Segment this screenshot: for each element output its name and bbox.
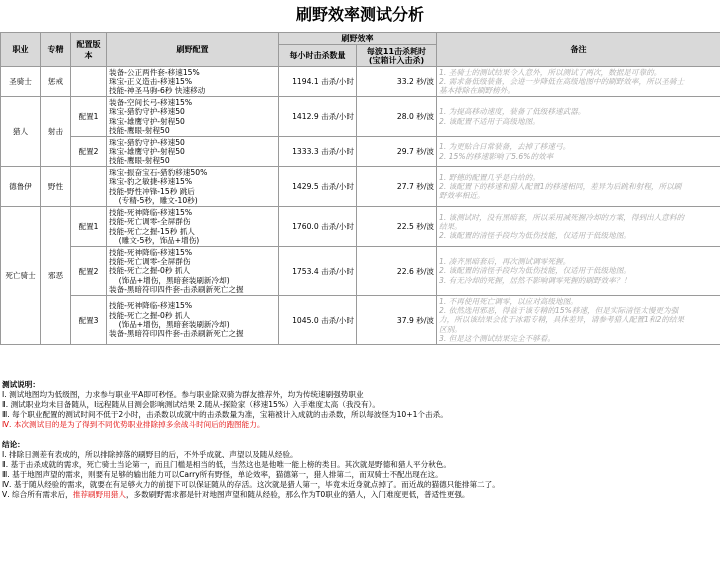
cell-note: 1. 圣骑士的测试结果令人意外，所以测试了两次，数据是可靠的。 2. 需求备低级装备，会进一步降低在高级地图中的刷野效率，所以圣骑士 基本排除在刷野榜外。 — [437, 67, 720, 97]
conclusion-item: Ⅲ. 基于地图声望的需求，则要有足够的输出能力可以Carry所有野怪，单论效率，猫德第一，猎人排第二，而双骑士不配出现在这。 — [2, 470, 443, 479]
notes-section — [2, 378, 718, 500]
cell-kills: 1429.5 击杀/小时 — [279, 167, 357, 207]
conclusion-item: Ⅳ. 基于随从经验的需求，就要在有足够火力的前提下可以保证随从的存活。这次就是猎人第一，毕竟未近身就点掉了。而近战的猫德只能排第二了。 — [2, 480, 500, 489]
cell-kills: 1045.0 击杀/小时 — [279, 296, 357, 345]
table-row — [1, 137, 720, 167]
cell-kills: 1333.3 击杀/小时 — [279, 137, 357, 167]
final-highlight: 推荐刷野用猎人 — [72, 490, 126, 499]
page-title: 刷野效率测试分析 — [0, 0, 720, 33]
test-note-item: Ⅰ. 测试地图均为低级图，力求参与职业平A即可秒怪。参与职业除双骑为群友推荐外，均为传统速刷强势职业 — [2, 390, 364, 399]
cell-version — [71, 167, 107, 207]
efficiency-table — [0, 32, 720, 345]
cell-spec: 惩戒 — [41, 67, 71, 97]
cell-config: 装备-空间长弓-移速15% 珠宝-猎豹守护-移速50 珠宝-雄鹰守护-射程50 技能-鹰眼-射程50 — [107, 97, 279, 137]
final-prefix: Ⅴ. 综合所有需求后， — [2, 490, 73, 499]
table-row — [1, 247, 720, 296]
cell-time: 22.5 秒/波 — [357, 207, 437, 247]
cell-note: 1. 不再使用死亡调零，以应对高级地图。 2. 依然选用邪恶，得益于该专精的15%移速，但是实际清怪太慢更为强 力，所以该结果会优于冰霜专精，具体差异，请参考猎人配置1和2的结果 区别。 3. 但是这个测试结果完全不够看。 — [437, 296, 720, 345]
cell-note: 1. 为更贴合日常装备，去掉了移速弓。 2. 15%的移速影响了5.6%的效率 — [437, 137, 720, 167]
test-note-item: Ⅳ. 本次测试目的是为了得到不同优势职业排除掉多余战斗时间后的跑图能力。 — [2, 420, 265, 429]
cell-note: 1. 凑齐黑暗套后，再次测试调零死握。 2. 该配置的清怪手段均为低伤技能，仅适用于低级地图。 3. 有无冷却的死握，居然不影响调零死握的刷野效率？！ — [437, 247, 720, 296]
conclusion-title: 结论： — [2, 440, 25, 449]
cell-time: 22.6 秒/波 — [357, 247, 437, 296]
header-time-line1: 每波11击杀耗时 — [366, 46, 427, 56]
cell-time: 29.7 秒/波 — [357, 137, 437, 167]
cell-config: 技能-死神降临-移速15% 技能-死亡之握-0秒 抓人 (饰品+增伤，黑暗套装刷新冷却) 装备-黑暗符印四件套-击杀刷新死亡之握 — [107, 296, 279, 345]
test-note-item: Ⅲ. 每个职业配置的测试时间不低于2小时，击杀数以成就中的击杀数量为准，宝箱被计入成就的击杀数，所以每波怪为10+1个击杀。 — [2, 410, 448, 419]
table-row — [1, 207, 720, 247]
header-kills: 每小时击杀数量 — [279, 45, 357, 67]
header-remarks: 备注 — [437, 33, 720, 67]
cell-note: 1. 野德的配置几乎是白给的。 2. 该配置下的移速和猎人配置1的移速相同，差异为后跳和射程，所以刷 野效率相近。 — [437, 167, 720, 207]
cell-version: 配置2 — [71, 247, 107, 296]
header-version: 配置版本 — [71, 33, 107, 67]
cell-version: 配置1 — [71, 207, 107, 247]
header-spec: 专精 — [41, 33, 71, 67]
cell-config: 技能-死神降临-移速15% 技能-死亡调零-全屏群伤 技能-死亡之握-15秒 抓人 (雕文-5秒，饰品+增伤) — [107, 207, 279, 247]
header-config: 刷野配置 — [107, 33, 279, 67]
cell-time: 33.2 秒/波 — [357, 67, 437, 97]
cell-spec: 邪恶 — [41, 207, 71, 345]
cell-job: 圣骑士 — [1, 67, 41, 97]
cell-config: 珠宝-猎豹守护-移速50 珠宝-雄鹰守护-射程50 技能-鹰眼-射程50 — [107, 137, 279, 167]
cell-version: 配置2 — [71, 137, 107, 167]
final-suffix: ，多数刷野需求都是针对地图声望和随从经验，那么作为T0职业的猎人，入门难度更低，普适性更强。 — [125, 490, 470, 499]
cell-config: 技能-死神降临-移速15% 技能-死亡调零-全屏群伤 技能-死亡之握-0秒 抓人 (饰品+增伤，黑暗套装刷新冷却) 装备-黑暗符印四件套-击杀刷新死亡之握 — [107, 247, 279, 296]
cell-kills: 1194.1 击杀/小时 — [279, 67, 357, 97]
cell-note: 1. 该测试时，没有黑暗套，所以采用减死握冷却的方案，得到出人意料的 结果。 2. 该配置的清怪手段均为低伤技能，仅适用于低级地图。 — [437, 207, 720, 247]
test-note-item: Ⅱ. 测试职业均未目备随从，Ⅰ远程随从目测会影响测试结果 2.随从-探险家（移速15%）入手难度太高（我没有）。 — [2, 400, 380, 409]
cell-time: 37.9 秒/波 — [357, 296, 437, 345]
conclusion-item: Ⅱ. 基于击杀成就的需求，死亡骑士当论第一，而且门槛是相当的低，当然这也是他唯一能上榜的类目。其次就是野德和猎人平分秋色。 — [2, 460, 451, 469]
cell-job: 德鲁伊 — [1, 167, 41, 207]
cell-version: 配置3 — [71, 296, 107, 345]
table-row — [1, 67, 720, 97]
header-time-line2: (宝箱计入击杀) — [368, 55, 425, 65]
cell-version — [71, 67, 107, 97]
cell-spec: 射击 — [41, 97, 71, 167]
header-time — [357, 45, 437, 67]
cell-kills: 1753.4 击杀/小时 — [279, 247, 357, 296]
cell-version: 配置1 — [71, 97, 107, 137]
cell-note: 1. 为提高移动速度，装备了低级移速武器。 2. 该配置不适用于高级地图。 — [437, 97, 720, 137]
cell-spec: 野性 — [41, 167, 71, 207]
cell-config: 装备-公正两件套-移速15% 珠宝-正义造击-移速15% 技能-神圣马驹-6秒 快速移动 — [107, 67, 279, 97]
header-efficiency: 刷野效率 — [279, 33, 437, 45]
test-notes-title: 测试说明： — [2, 380, 40, 389]
cell-job: 死亡骑士 — [1, 207, 41, 345]
conclusion-item: Ⅰ. 排除日测差有表成的，所以排除掉落的刷野目的后，不外乎成就、声望以及随从经验。 — [2, 450, 298, 459]
table-row — [1, 97, 720, 137]
table-row — [1, 167, 720, 207]
cell-kills: 1760.0 击杀/小时 — [279, 207, 357, 247]
table-row — [1, 296, 720, 345]
cell-config: 珠宝-振奋宝石-猎豹移速50% 珠宝-豹之敏捷-移速15% 技能-野性冲锋-15秒 跳后 (专精-5秒，雕文-10秒) — [107, 167, 279, 207]
cell-time: 27.7 秒/波 — [357, 167, 437, 207]
conclusion-item — [2, 490, 718, 500]
cell-kills: 1412.9 击杀/小时 — [279, 97, 357, 137]
header-job: 职业 — [1, 33, 41, 67]
cell-job: 猎人 — [1, 97, 41, 167]
cell-time: 28.0 秒/波 — [357, 97, 437, 137]
